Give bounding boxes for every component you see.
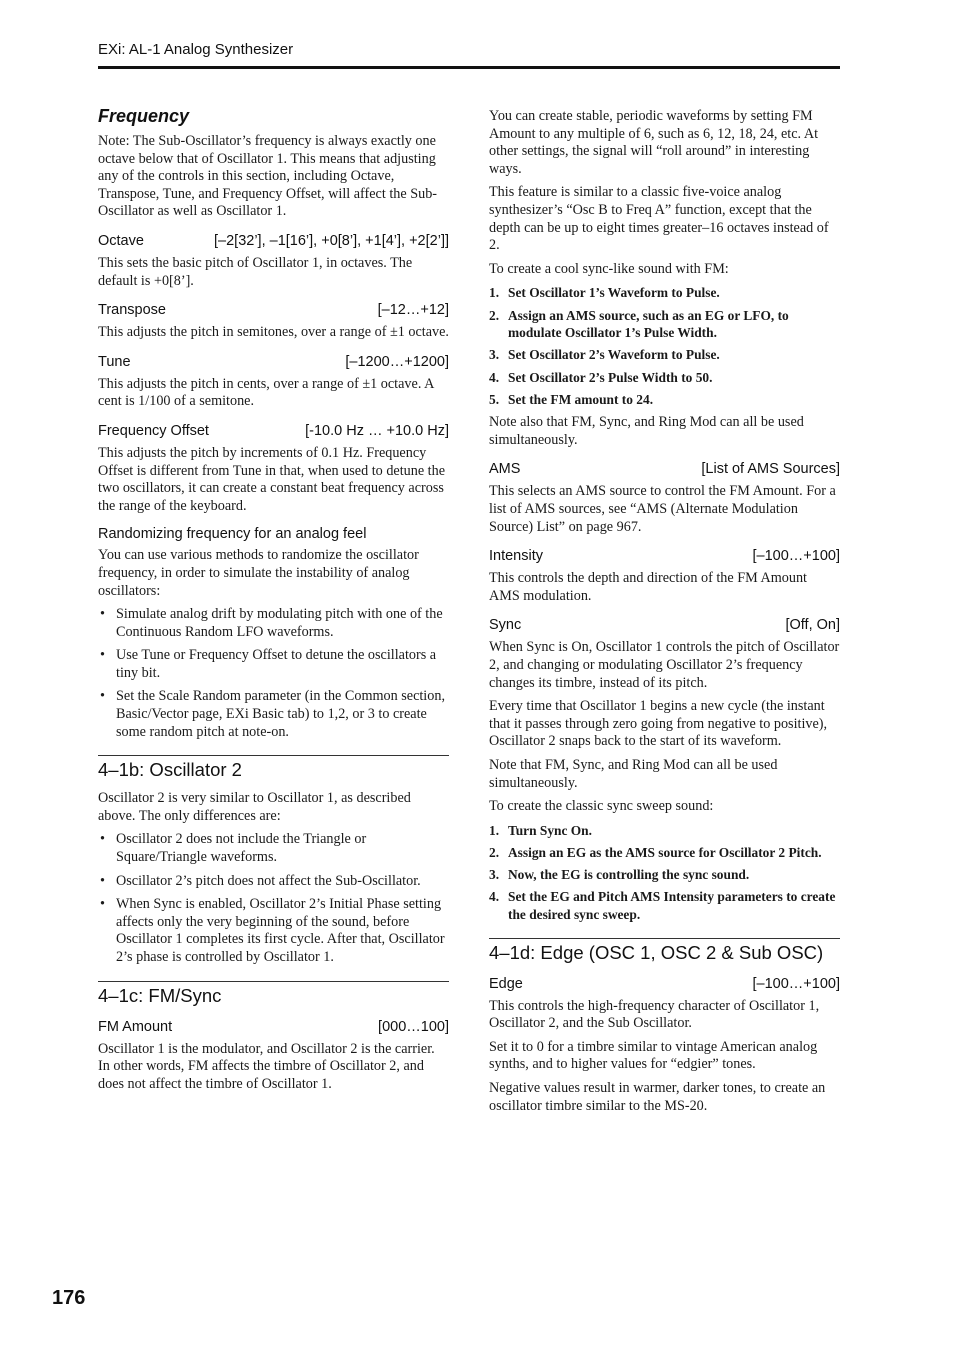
param-name: Intensity: [489, 548, 543, 565]
fm-paragraph-3: To create a cool sync-like sound with FM:: [489, 260, 729, 277]
param-name: Frequency Offset: [98, 422, 209, 439]
list-item: • When Sync is enabled, Oscillator 2’s Initial Phase setting affects only the very beginning of the sound, before Oscillator 1 completes its first cycle. After that, Oscillator 2’s phase is controlled by Oscillator 1.: [98, 896, 449, 966]
sync-paragraph-3: Note that FM, Sync, and Ring Mod can all be used simultaneously.: [489, 757, 778, 791]
step-number: 1.: [489, 822, 500, 838]
intensity-desc: This controls the depth and direction of the FM Amount AMS modulation.: [489, 570, 807, 604]
edge-heading: 4–1d: Edge (OSC 1, OSC 2 & Sub OSC): [489, 938, 840, 964]
oscillator-2-list: [98, 831, 449, 966]
step-text: Set Oscillator 2’s Pulse Width to 50.: [508, 369, 713, 385]
octave-desc: This sets the basic pitch of Oscillator 1, in octaves. The default is +0[8’].: [98, 254, 413, 289]
fm-paragraph-2: This feature is similar to a classic five-voice analog synthesizer’s “Osc B to Freq A” function, except that the depth can be up to eight times greater–16 octaves instead of 2.: [489, 184, 829, 254]
param-name: Octave: [98, 232, 144, 249]
param-range: [List of AMS Sources]: [701, 461, 840, 478]
octave-param: [98, 232, 449, 250]
param-name: Sync: [489, 617, 522, 634]
list-item: • Oscillator 2’s pitch does not affect the Sub-Oscillator.: [98, 873, 449, 891]
list-item: [489, 844, 840, 862]
step-text: Set Oscillator 1’s Waveform to Pulse.: [508, 285, 720, 301]
param-range: [–1200…+1200]: [345, 353, 449, 370]
param-range: [–2[32’], –1[16’], +0[8’], +1[4’], +2[2’]]: [214, 232, 449, 249]
fm-amount-param: [98, 1018, 449, 1036]
tune-param: [98, 353, 449, 371]
step-number: 4.: [489, 889, 500, 905]
param-range: [000…100]: [378, 1018, 449, 1035]
step-text: Assign an EG as the AMS source for Oscillator 2 Pitch.: [508, 844, 822, 860]
step-number: 5.: [489, 391, 500, 407]
page-number: 176: [52, 1287, 86, 1309]
param-range: [–12…+12]: [377, 302, 449, 319]
list-item: [489, 822, 840, 840]
list-item: [489, 369, 840, 387]
param-name: Edge: [489, 975, 523, 992]
step-text: Set the FM amount to 24.: [508, 391, 654, 407]
sync-paragraph-1: When Sync is On, Oscillator 1 controls the pitch of Oscillator 2, and changing or modulating Oscillator 2’s frequency changes its timbre, instead of its pitch.: [489, 639, 840, 691]
step-text: Now, the EG is controlling the sync sound.: [508, 867, 750, 883]
fm-sync-heading: 4–1c: FM/Sync: [98, 981, 449, 1007]
step-number: 4.: [489, 369, 500, 385]
transpose-desc: This adjusts the pitch in semitones, over a range of ±1 octave.: [98, 324, 449, 341]
list-item: [489, 391, 840, 409]
list-item: • Oscillator 2 does not include the Triangle or Square/Triangle waveforms.: [98, 831, 449, 866]
sync-steps-list: [489, 822, 840, 924]
list-item: [489, 866, 840, 884]
frequency-heading: Frequency: [98, 106, 190, 126]
edge-param: [489, 975, 840, 993]
edge-paragraph-3: Negative values result in warmer, darker tones, to create an oscillator timbre similar to the MS-20.: [489, 1079, 826, 1114]
header-rule: [98, 66, 840, 69]
param-range: [-10.0 Hz … +10.0 Hz]: [305, 422, 449, 439]
list-item: [489, 888, 840, 923]
ams-param: [489, 460, 840, 478]
frequency-note: Note: The Sub-Oscillator’s frequency is always exactly one octave below that of Oscillator 1. This means that adjusting any of the controls in this section, including Octave, Transpose, Tune, and Frequency Offset, will affect the Sub-Oscillator as well as Oscillator 1.: [98, 133, 438, 220]
list-item: • Simulate analog drift by modulating pitch with one of the Continuous Random LFO waveforms.: [98, 606, 449, 641]
frequency-offset-param: [98, 422, 449, 440]
sync-param: [489, 616, 840, 634]
step-number: 3.: [489, 867, 500, 883]
randomizing-heading: Randomizing frequency for an analog feel: [98, 526, 367, 543]
ams-desc: This selects an AMS source to control the FM Amount. For a list of AMS sources, see “AMS (Alternate Modulation Source) List” on page 967.: [489, 483, 836, 535]
left-column: [98, 106, 449, 1099]
list-item: [489, 346, 840, 364]
step-number: 3.: [489, 347, 500, 363]
randomizing-list: [98, 606, 449, 741]
transpose-param: [98, 301, 449, 319]
oscillator-2-intro: Oscillator 2 is very similar to Oscillator 1, as described above. The only differences are:: [98, 790, 411, 824]
param-name: AMS: [489, 461, 521, 478]
param-range: [–100…+100]: [752, 548, 840, 565]
edge-paragraph-1: This controls the high-frequency character of Oscillator 1, Oscillator 2, and the Sub Oscillator.: [489, 997, 820, 1032]
sync-paragraph-2: Every time that Oscillator 1 begins a new cycle (the instant that it passes through zero going from negative to positive), Oscillator 2 snaps back to the start of its waveform.: [489, 698, 828, 750]
fm-note: Note also that FM, Sync, and Ring Mod can all be used simultaneously.: [489, 414, 804, 448]
fm-steps-list: [489, 284, 840, 408]
step-text: Assign an AMS source, such as an EG or LFO, to modulate Oscillator 1’s Pulse Width.: [508, 307, 789, 341]
fm-amount-desc: Oscillator 1 is the modulator, and Oscillator 2 is the carrier. In other words, FM affects the timbre of Oscillator 2, and does not affect the timbre of Oscillator 1.: [98, 1040, 435, 1092]
step-text: Turn Sync On.: [508, 822, 592, 838]
param-name: Tune: [98, 353, 131, 370]
step-text: Set the EG and Pitch AMS Intensity parameters to create the desired sync sweep.: [508, 889, 836, 922]
param-name: FM Amount: [98, 1018, 173, 1035]
list-item: • Set the Scale Random parameter (in the Common section, Basic/Vector page, EXi Basic tab) to 1,2, or 3 to create some random pitch at note-on.: [98, 688, 449, 741]
sync-paragraph-4: To create the classic sync sweep sound:: [489, 798, 714, 815]
step-number: 2.: [489, 307, 500, 323]
randomizing-intro: You can use various methods to randomize the oscillator frequency, in order to simulate the instability of analog oscillators:: [98, 547, 419, 599]
list-item: [489, 284, 840, 302]
param-range: [Off, On]: [785, 617, 840, 634]
intensity-param: [489, 547, 840, 565]
right-column: [489, 108, 840, 1121]
step-number: 2.: [489, 844, 500, 860]
step-number: 1.: [489, 285, 500, 301]
running-header-title: EXi: AL-1 Analog Synthesizer: [98, 41, 294, 58]
frequency-offset-desc: This adjusts the pitch by increments of 0.1 Hz. Frequency Offset is different from Tune in that, when used to detune the two oscillators, it can create a constant beat frequency across the range of the keyboard.: [98, 444, 446, 514]
step-text: Set Oscillator 2’s Waveform to Pulse.: [508, 347, 720, 363]
param-range: [–100…+100]: [752, 975, 840, 992]
list-item: [489, 307, 840, 342]
list-item: • Use Tune or Frequency Offset to detune the oscillators a tiny bit.: [98, 647, 449, 682]
edge-paragraph-2: Set it to 0 for a timbre similar to vintage American analog synths, and to higher values for “edgier” tones.: [489, 1038, 818, 1073]
oscillator-2-heading: 4–1b: Oscillator 2: [98, 755, 449, 781]
fm-paragraph-1: You can create stable, periodic waveforms by setting FM Amount to any multiple of 6, such as 6, 12, 18, 24, etc. At other settings, the signal will “roll around” in interesting ways.: [489, 108, 819, 177]
tune-desc: This adjusts the pitch in cents, over a range of ±1 octave. A cent is 1/100 of a semitone.: [98, 375, 434, 410]
param-name: Transpose: [98, 302, 166, 319]
